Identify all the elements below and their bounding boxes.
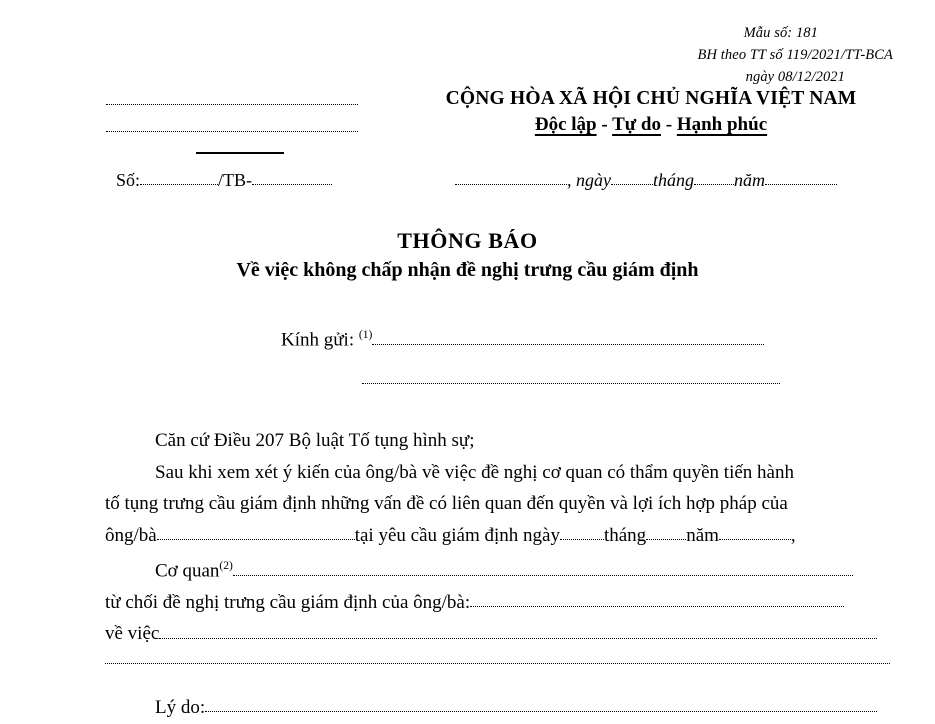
national-motto — [420, 114, 882, 136]
line-end-comma: , — [790, 524, 796, 546]
subject-field-line-2 — [105, 663, 890, 664]
motto-independence: Độc lập — [534, 114, 597, 135]
place-date-line — [455, 170, 837, 191]
country-name: CỘNG HÒA XÃ HỘI CHỦ NGHĨA VIỆT NAM — [445, 88, 857, 109]
form-number: Mẫu số: 181 — [743, 25, 818, 41]
recipient-line — [281, 329, 764, 351]
request-thang-label: tháng — [603, 524, 647, 546]
request-month-field — [646, 525, 686, 540]
motto-happiness: Hạnh phúc — [676, 114, 768, 135]
form-circular-reference: BH theo TT số 119/2021/TT-BCA — [697, 47, 893, 63]
refusal-label: từ chối đề nghị trưng cầu giám định của ông/bà: — [105, 591, 471, 613]
date-ngay-label: , ngày — [567, 170, 611, 190]
request-day-field — [560, 525, 604, 540]
year-field — [765, 171, 837, 185]
request-year-field — [719, 525, 791, 540]
consideration-paragraph-line-2: tố tụng trưng cầu giám định những vấn đề có liên quan đến quyền và lợi ích hợp pháp của — [105, 493, 788, 514]
request-date-label: tại yêu cầu giám định ngày — [354, 524, 560, 546]
month-field — [694, 171, 734, 185]
document-number-label: Số: — [116, 170, 141, 190]
consideration-paragraph-line-1: Sau khi xem xét ý kiến của ông/bà về việc đề nghị cơ quan có thẩm quyền tiến hành — [155, 461, 794, 483]
agency-label: Cơ quan — [155, 560, 220, 582]
reason-label: Lý do: — [155, 697, 206, 718]
document-number-agency-field — [252, 171, 332, 185]
recipient-footnote-marker: (1) — [358, 329, 373, 341]
document-number-line — [116, 170, 332, 191]
subject-field — [159, 624, 877, 639]
recipient-field — [372, 330, 764, 345]
reason-line — [105, 692, 893, 724]
recipient-label: Kính gửi: — [281, 329, 355, 351]
national-heading — [420, 88, 882, 136]
motto-separator-1: - — [596, 114, 613, 135]
document-number-field — [140, 171, 218, 185]
issuing-authority-divider — [196, 152, 284, 154]
refusal-line — [105, 587, 893, 619]
document-number-suffix: /TB- — [218, 170, 253, 190]
date-thang-label: tháng — [653, 170, 695, 190]
reason-field — [205, 698, 877, 713]
form-metadata-block — [473, 22, 893, 88]
issuing-authority-line-2 — [106, 131, 358, 132]
agency-footnote-marker: (2) — [219, 560, 233, 572]
date-nam-label: năm — [734, 170, 766, 190]
subject-line — [105, 618, 893, 650]
agency-line — [105, 551, 893, 587]
issuing-authority-line-1 — [106, 104, 358, 105]
consideration-paragraph-line-3 — [105, 520, 893, 552]
document-body — [105, 425, 893, 650]
document-title: THÔNG BÁO — [397, 228, 538, 253]
reason-block — [105, 692, 893, 724]
person-name-field — [157, 525, 355, 540]
person-label: ông/bà — [105, 524, 157, 546]
recipient-field-line-2 — [362, 383, 780, 384]
subject-label: về việc — [105, 623, 160, 645]
document-subtitle: Về việc không chấp nhận đề nghị trưng cầu giám định — [236, 259, 699, 281]
motto-separator-2: - — [661, 114, 677, 135]
day-field — [611, 171, 653, 185]
form-issue-date: ngày 08/12/2021 — [745, 69, 845, 85]
motto-freedom: Tự do — [612, 114, 661, 135]
legal-basis-paragraph: Căn cứ Điều 207 Bộ luật Tố tụng hình sự; — [155, 430, 475, 451]
refusal-person-field — [470, 592, 844, 607]
request-nam-label: năm — [686, 524, 719, 546]
agency-name-field — [233, 561, 853, 576]
place-field — [455, 171, 567, 185]
